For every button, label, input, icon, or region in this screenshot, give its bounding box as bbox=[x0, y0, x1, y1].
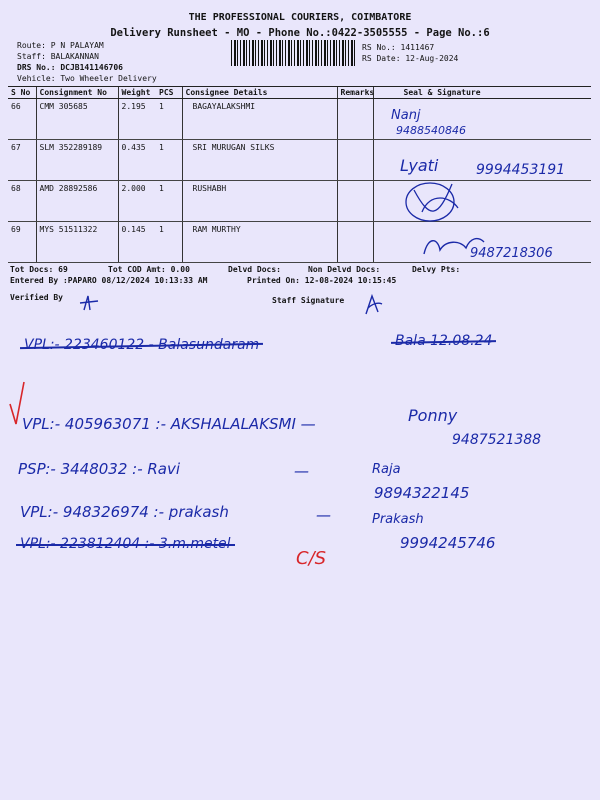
tot-docs: Tot Docs: 69 bbox=[10, 265, 68, 274]
cell-remarks bbox=[337, 181, 373, 222]
cell-consignment: SLM 352289189 bbox=[36, 140, 118, 181]
printed-on: Printed On: 12-08-2024 10:15:45 bbox=[247, 276, 397, 285]
dash-mark: — bbox=[316, 506, 331, 524]
non-delvd-docs: Non Delvd Docs: bbox=[308, 265, 381, 274]
cell-weight: 0.145 bbox=[118, 222, 156, 263]
cell-remarks bbox=[337, 140, 373, 181]
sig66-name: Nanj bbox=[391, 108, 421, 123]
dash-mark: — bbox=[294, 462, 309, 480]
handwritten-line1-signature: Bala 12.08.24 bbox=[395, 333, 493, 349]
cell-pcs: 1 bbox=[156, 181, 182, 222]
sig67-name: Lyati bbox=[400, 156, 439, 175]
vehicle-text: Vehicle: Two Wheeler Delivery bbox=[17, 74, 157, 83]
cell-weight: 2.195 bbox=[118, 99, 156, 140]
cell-pcs: 1 bbox=[156, 140, 182, 181]
sig68-signature bbox=[400, 178, 480, 236]
handwritten-line5-mark: C/S bbox=[296, 548, 327, 569]
barcode bbox=[231, 40, 356, 66]
handwritten-line3-signature: Raja bbox=[372, 462, 401, 477]
delvd-docs: Delvd Docs: bbox=[228, 265, 281, 274]
table-header-row bbox=[8, 87, 591, 99]
col-consignee: Consignee Details bbox=[182, 87, 337, 99]
cell-consignee: BAGAYALAKSHMI bbox=[182, 99, 337, 140]
handwritten-line4-phone: 9994245746 bbox=[400, 534, 496, 552]
cell-consignee: SRI MURUGAN SILKS bbox=[182, 140, 337, 181]
col-sno: S No bbox=[8, 87, 36, 99]
col-weight: Weight bbox=[118, 87, 156, 99]
handwritten-line2-signature: Ponny bbox=[408, 406, 458, 425]
meta-left bbox=[17, 40, 157, 84]
handwritten-line4: VPL:- 948326974 :- prakash bbox=[20, 503, 229, 521]
handwritten-line3: PSP:- 3448032 :- Ravi bbox=[18, 460, 181, 478]
cell-consignment: CMM 305685 bbox=[36, 99, 118, 140]
drs-text: DRS No.: DCJB141146706 bbox=[17, 63, 123, 72]
col-consignment: Consignment No bbox=[36, 87, 118, 99]
col-seal-signature: Seal & Signature bbox=[373, 87, 591, 99]
staff-text: Staff: BALAKANNAN bbox=[17, 52, 99, 61]
tot-cod: Tot COD Amt: 0.00 bbox=[108, 265, 190, 274]
cell-sno: 66 bbox=[8, 99, 36, 140]
sig67-phone: 9994453191 bbox=[476, 162, 566, 178]
staff-signature-mark bbox=[362, 294, 386, 318]
handwritten-line3-phone: 9894322145 bbox=[374, 484, 470, 502]
route-text: Route: P N PALAYAM bbox=[17, 41, 104, 50]
delvy-pts: Delvy Pts: bbox=[412, 265, 461, 274]
entered-by: Entered By :PAPARO 08/12/2024 10:13:33 AM bbox=[10, 276, 208, 285]
runsheet-subtitle: Delivery Runsheet - MO - Phone No.:0422-3505555 - Page No.:6 bbox=[110, 27, 490, 39]
handwritten-line4-signature: Prakash bbox=[372, 512, 424, 527]
verified-by: Verified By bbox=[10, 293, 63, 302]
cell-consignee: RAM MURTHY bbox=[182, 222, 337, 263]
sig66-phone: 9488540846 bbox=[396, 124, 466, 137]
staff-signature-label: Staff Signature bbox=[272, 296, 345, 305]
cell-sno: 67 bbox=[8, 140, 36, 181]
meta-right bbox=[362, 42, 458, 64]
rs-no-text: RS No.: 1411467 bbox=[362, 43, 435, 52]
cell-sno: 69 bbox=[8, 222, 36, 263]
col-pcs: PCS bbox=[156, 87, 182, 99]
handwritten-line2-phone: 9487521388 bbox=[452, 432, 542, 448]
col-remarks: Remarks bbox=[337, 87, 373, 99]
handwritten-line2: VPL:- 405963071 :- AKSHALALAKSMI — bbox=[22, 415, 316, 433]
cell-weight: 0.435 bbox=[118, 140, 156, 181]
cell-pcs: 1 bbox=[156, 99, 182, 140]
handwritten-line5: VPL:- 223812404 :- 3.m.metel bbox=[20, 536, 231, 552]
cell-pcs: 1 bbox=[156, 222, 182, 263]
cell-consignee: RUSHABH bbox=[182, 181, 337, 222]
cell-remarks bbox=[337, 222, 373, 263]
cell-weight: 2.000 bbox=[118, 181, 156, 222]
cell-consignment: AMD 28892586 bbox=[36, 181, 118, 222]
company-title: THE PROFESSIONAL COURIERS, COIMBATORE bbox=[188, 12, 412, 23]
verified-signature-mark bbox=[76, 294, 106, 314]
cell-remarks bbox=[337, 99, 373, 140]
table-row bbox=[8, 99, 591, 140]
cell-sno: 68 bbox=[8, 181, 36, 222]
handwritten-line1: VPL:- 223460122 - Balasundaram bbox=[24, 337, 260, 353]
table-row bbox=[8, 181, 591, 222]
cell-consignment: MYS 51511322 bbox=[36, 222, 118, 263]
sig69-phone: 9487218306 bbox=[470, 246, 553, 261]
rs-date-text: RS Date: 12-Aug-2024 bbox=[362, 54, 459, 63]
